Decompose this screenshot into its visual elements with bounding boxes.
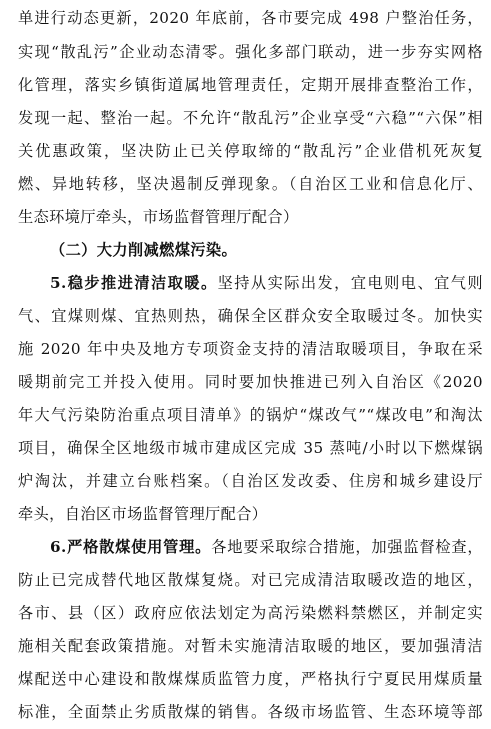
paragraph-line: 发现一起、整治一起。不允许“散乱污”企业享受“六稳”“六保”相: [18, 109, 483, 127]
paragraph-line: 生态环境厅牵头，市场监督管理厅配合）: [18, 208, 299, 226]
paragraph-line: 气、宜煤则煤、宜热则热，确保全区群众安全取暖过冬。加快实: [18, 307, 483, 325]
paragraph-line: 年大气污染防治重点项目清单》的锅炉“煤改气”“煤改电”和淘汰: [18, 406, 483, 424]
paragraph-line: 暖期前完工并投入使用。同时要加快推进已列入自治区《2020: [18, 373, 483, 391]
paragraph-line: 实现“散乱污”企业动态清零。强化多部门联动，进一步夯实网格: [18, 43, 483, 61]
paragraph-line: 防止已完成替代地区散煤复烧。对已完成清洁取暖改造的地区，: [18, 571, 483, 589]
paragraph-line: 煤配送中心建设和散煤煤质监管力度，严格执行宁夏民用煤质量: [18, 670, 483, 688]
paragraph-line: 化管理，落实乡镇街道属地管理责任，定期开展排查整治工作，: [18, 76, 483, 94]
paragraph-line: 燃、异地转移，坚决遏制反弹现象。（自治区工业和信息化厅、: [18, 175, 483, 193]
paragraph-line: 关优惠政策，坚决防止已关停取缔的“散乱污”企业借机死灰复: [18, 142, 483, 160]
paragraph-line: 各市、县（区）政府应依法划定为高污染燃料禁燃区，并制定实: [18, 604, 483, 622]
paragraph-line: 单进行动态更新，2020 年底前，各市要完成 498 户整治任务，: [18, 9, 483, 27]
section-heading: （二）大力削减燃煤污染。: [50, 241, 238, 259]
item-6-first-line: [50, 530, 483, 564]
paragraph-line: 炉淘汰，并建立台账档案。（自治区发改委、住房和城乡建设厅: [18, 472, 483, 490]
paragraph-line: 牵头，自治区市场监督管理厅配合）: [18, 505, 268, 523]
item-6-first-line-text: 各地要采取综合措施，加强监督检查，: [211, 538, 483, 556]
paragraph-line: 标准，全面禁止劣质散煤的销售。各级市场监管、生态环境等部: [18, 703, 483, 721]
item-5-first-line: [50, 266, 483, 300]
paragraph-line: 项目，确保全区地级市城市建成区完成 35 蒸吨/小时以下燃煤锅: [18, 439, 483, 457]
paragraph-line: 施相关配套政策措施。对暂未实施清洁取暖的地区，要加强清洁: [18, 637, 483, 655]
item-5-first-line-text: 坚持从实际出发，宜电则电、宜气则: [217, 274, 483, 292]
item-5-title: 5.稳步推进清洁取暖。: [50, 274, 218, 292]
paragraph-line: 施 2020 年中央及地方专项资金支持的清洁取暖项目，争取在采: [18, 340, 483, 358]
item-6-title: 6.严格散煤使用管理。: [50, 538, 212, 556]
